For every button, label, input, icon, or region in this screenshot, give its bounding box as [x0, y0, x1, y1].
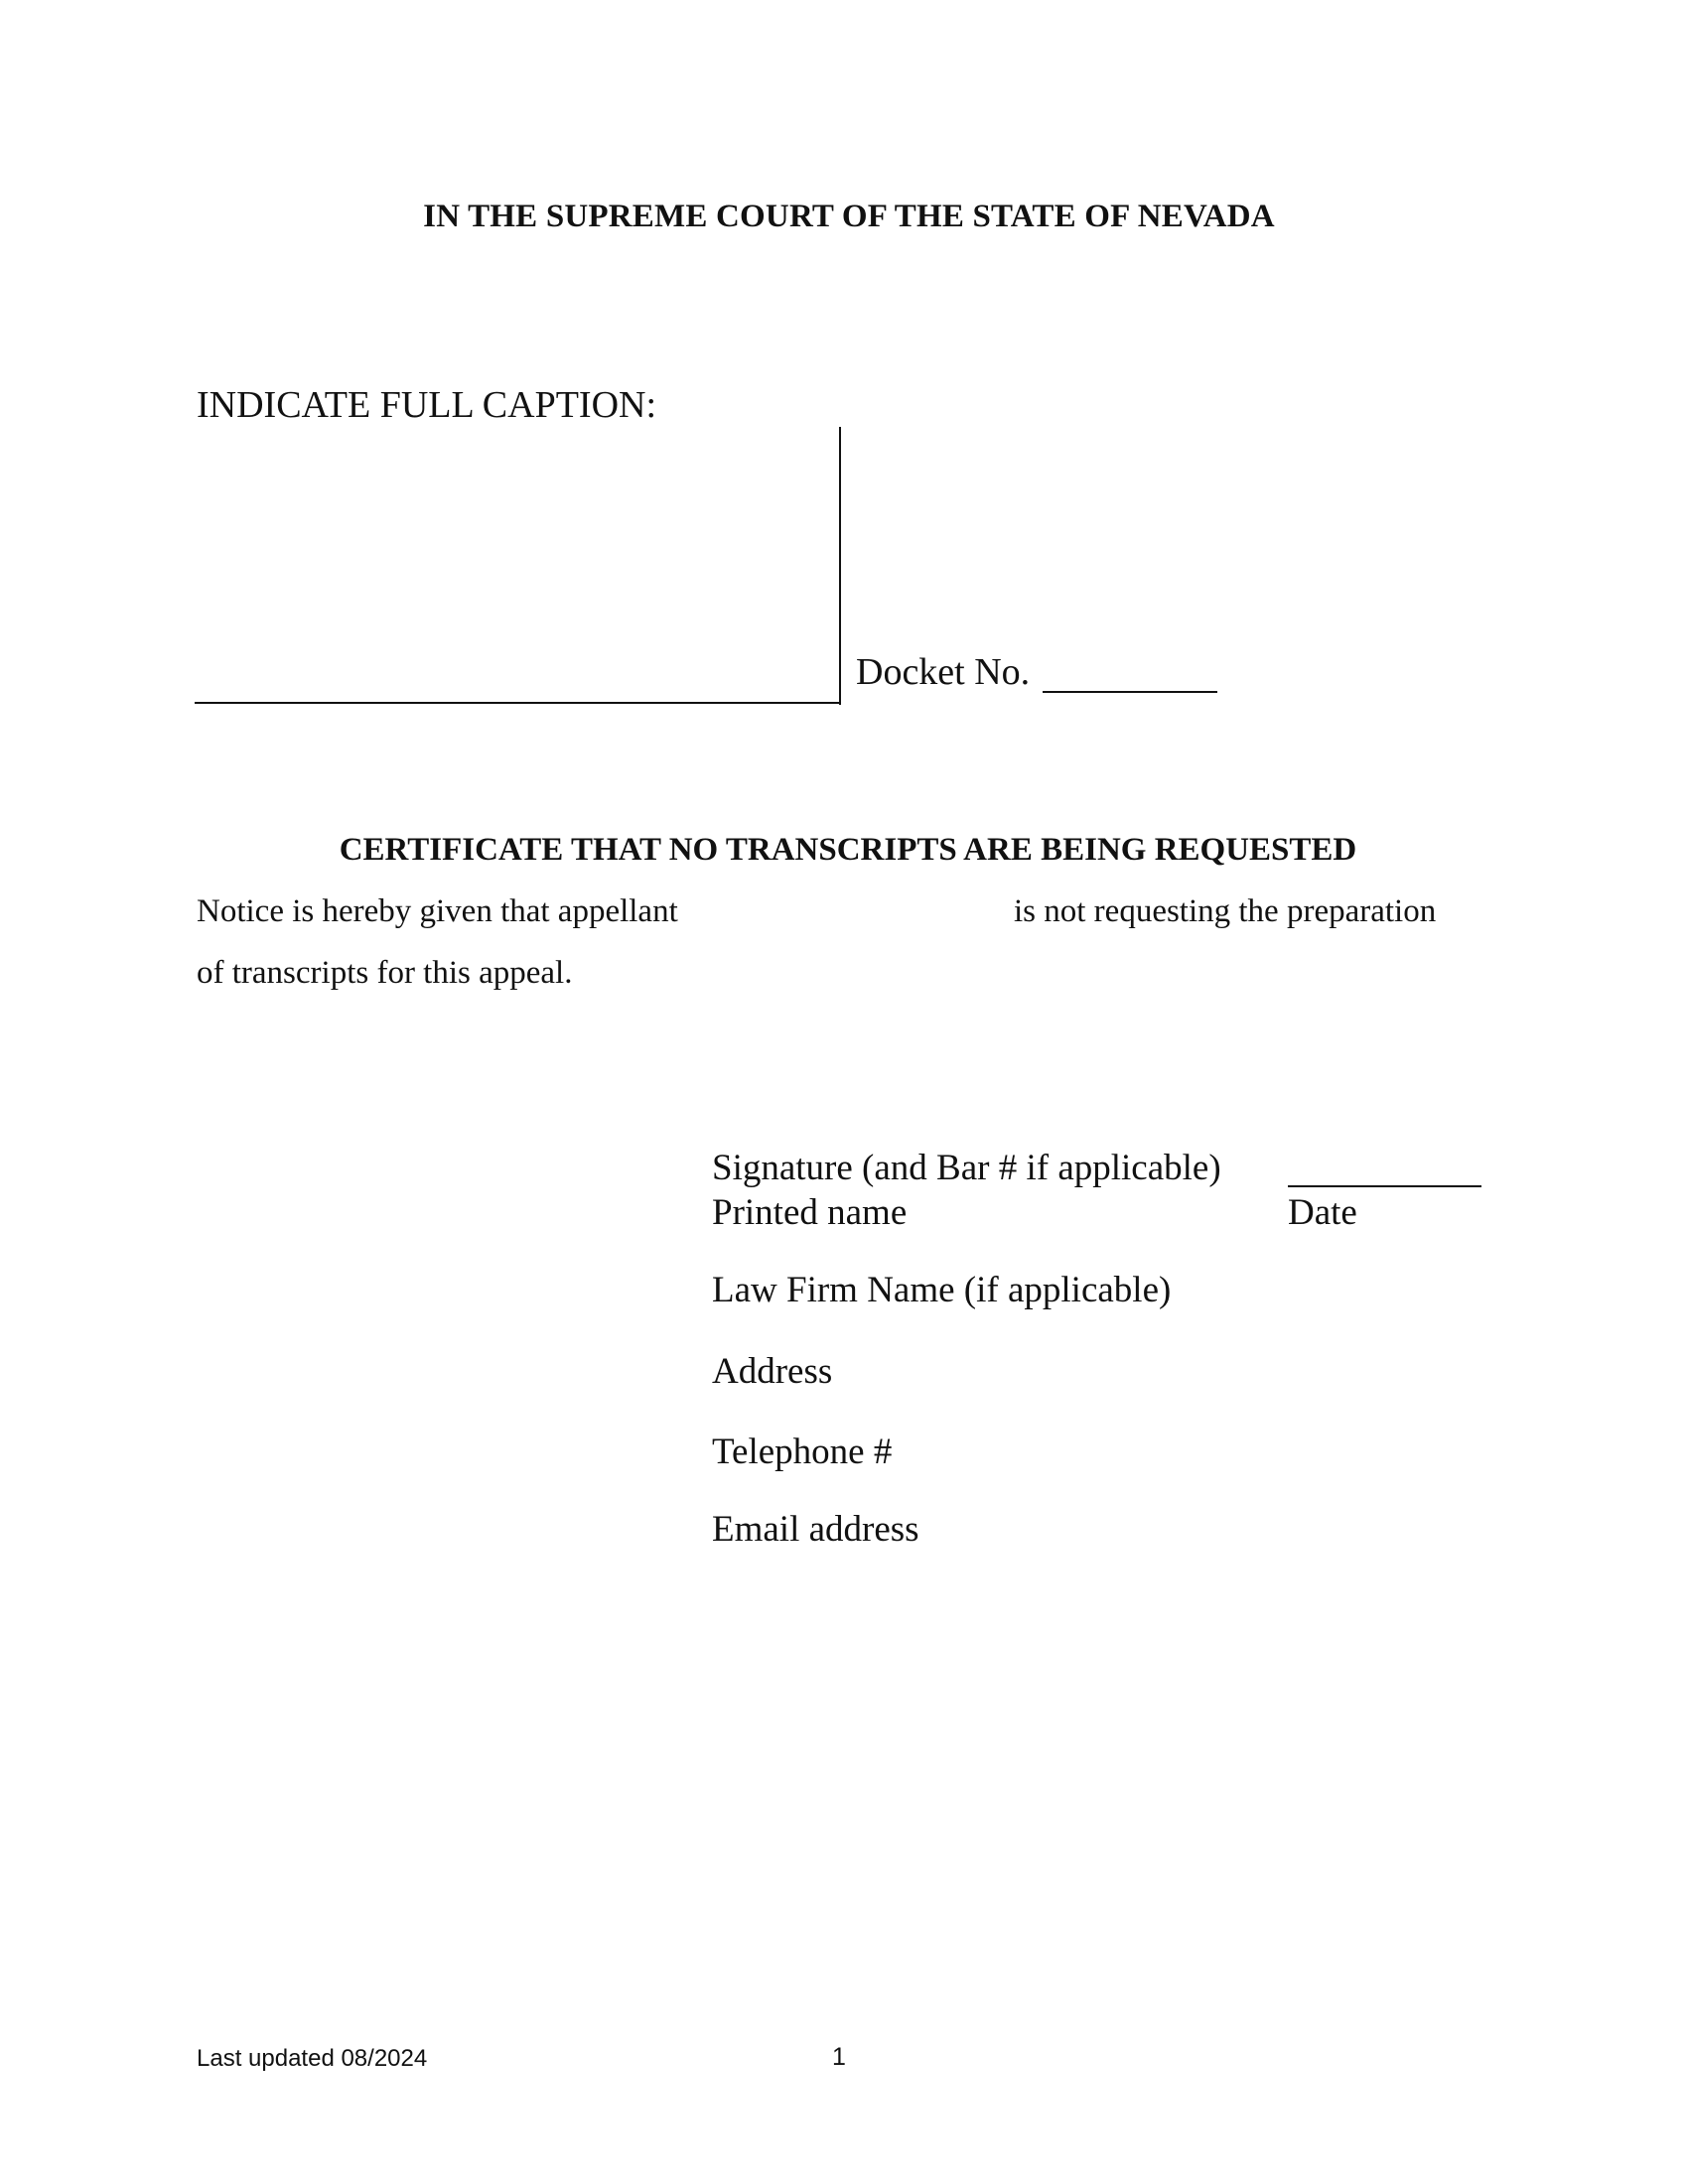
docket-number-blank[interactable] — [1043, 691, 1217, 693]
date-blank[interactable] — [1288, 1185, 1481, 1187]
telephone-label: Telephone # — [712, 1432, 893, 1472]
notice-text-part3: of transcripts for this appeal. — [197, 955, 573, 991]
law-firm-label: Law Firm Name (if applicable) — [712, 1270, 1172, 1310]
docket-label: Docket No. — [856, 651, 1031, 693]
footer-page-number: 1 — [832, 2043, 846, 2071]
notice-text-part1: Notice is hereby given that appellant — [197, 893, 678, 929]
caption-vertical-rule — [839, 427, 841, 705]
notice-text-part2: is not requesting the preparation — [1014, 893, 1437, 929]
signature-label: Signature (and Bar # if applicable) — [712, 1148, 1221, 1188]
address-label: Address — [712, 1351, 833, 1392]
court-heading: IN THE SUPREME COURT OF THE STATE OF NEVADA — [423, 199, 1275, 234]
date-label: Date — [1288, 1192, 1357, 1233]
printed-name-label: Printed name — [712, 1192, 908, 1233]
caption-horizontal-rule — [195, 702, 840, 704]
email-label: Email address — [712, 1509, 919, 1550]
footer-last-updated: Last updated 08/2024 — [197, 2045, 428, 2072]
caption-label: INDICATE FULL CAPTION: — [197, 384, 657, 426]
certificate-title: CERTIFICATE THAT NO TRANSCRIPTS ARE BEING REQUESTED — [339, 832, 1357, 868]
